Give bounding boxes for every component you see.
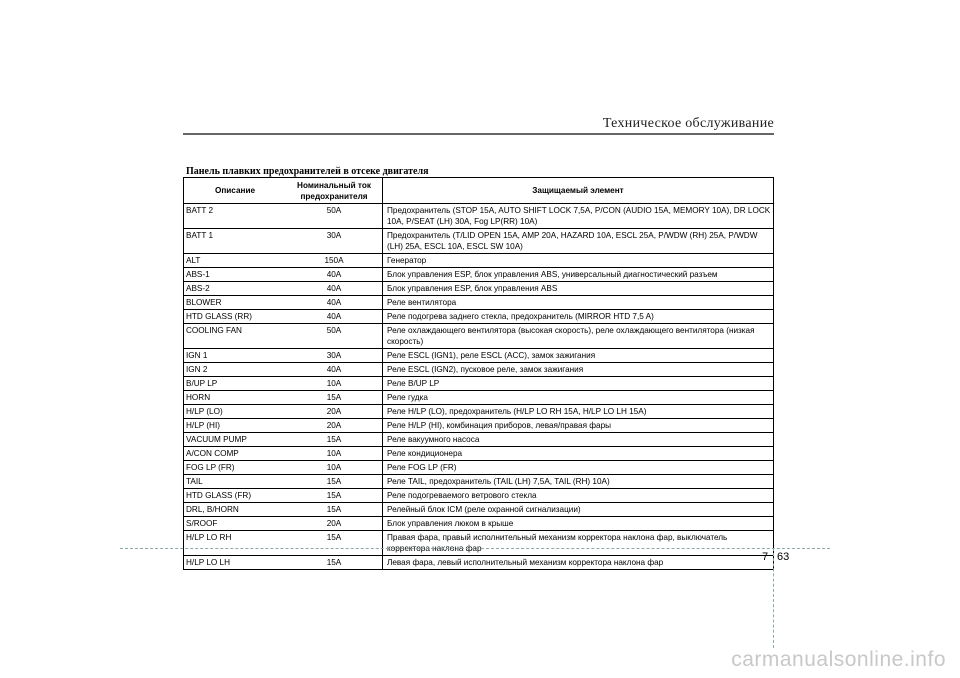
watermark: carmanualsonline.info	[731, 648, 946, 671]
table-header-row	[184, 178, 774, 204]
protected-element: Генератор	[383, 254, 774, 268]
fuse-name: ABS-1	[184, 268, 287, 282]
table-row	[184, 254, 774, 268]
table-row	[184, 433, 774, 447]
fuse-rating: 10A	[286, 447, 383, 461]
protected-element: Левая фара, левый исполнительный механизм корректора наклона фар	[383, 556, 774, 570]
protected-element: Реле ESCL (IGN2), пусковое реле, замок зажигания	[383, 363, 774, 377]
table-row	[184, 296, 774, 310]
fuse-name: BLOWER	[184, 296, 287, 310]
fuse-name: DRL, B/HORN	[184, 503, 287, 517]
protected-element: Реле вакуумного насоса	[383, 433, 774, 447]
protected-element: Блок управления ESP, блок управления ABS, универсальный диагностический разъем	[383, 268, 774, 282]
table-row	[184, 268, 774, 282]
table-row	[184, 391, 774, 405]
protected-element: Релейный блок ICM (реле охранной сигнализации)	[383, 503, 774, 517]
fuse-rating: 150A	[286, 254, 383, 268]
fuse-name: IGN 1	[184, 349, 287, 363]
fuse-name: BATT 1	[184, 229, 287, 254]
table-row	[184, 475, 774, 489]
fuse-table	[183, 177, 774, 570]
fuse-rating: 15A	[286, 433, 383, 447]
table-row	[184, 419, 774, 433]
fuse-name: VACUUM PUMP	[184, 433, 287, 447]
table-title: Панель плавких предохранителей в отсеке двигателя	[186, 166, 429, 177]
fuse-rating: 40A	[286, 282, 383, 296]
fuse-rating: 30A	[286, 349, 383, 363]
fuse-name: COOLING FAN	[184, 324, 287, 349]
fuse-name: BATT 2	[184, 204, 287, 229]
protected-element: Реле гудка	[383, 391, 774, 405]
fuse-name: H/LP LO RH	[184, 531, 287, 556]
fuse-rating: 40A	[286, 268, 383, 282]
table-row	[184, 405, 774, 419]
fuse-name: A/CON COMP	[184, 447, 287, 461]
protected-element: Реле FOG LP (FR)	[383, 461, 774, 475]
protected-element: Реле H/LP (LO), предохранитель (H/LP LO RH 15A, H/LP LO LH 15A)	[383, 405, 774, 419]
fuse-rating: 15A	[286, 391, 383, 405]
table-row	[184, 204, 774, 229]
protected-element: Блок управления люком в крыше	[383, 517, 774, 531]
protected-element: Блок управления ESP, блок управления ABS	[383, 282, 774, 296]
footer-rule	[120, 548, 830, 549]
protected-element: Правая фара, правый исполнительный механизм корректора наклона фар, выключатель корректора наклона фар	[383, 531, 774, 556]
table-row	[184, 324, 774, 349]
protected-element: Реле подогреваемого ветрового стекла	[383, 489, 774, 503]
header-rule	[183, 133, 774, 135]
protected-element: Реле охлаждающего вентилятора (высокая скорость), реле охлаждающего вентилятора (низкая скорость)	[383, 324, 774, 349]
fuse-name: H/LP (LO)	[184, 405, 287, 419]
fuse-rating: 15A	[286, 475, 383, 489]
fuse-rating: 40A	[286, 310, 383, 324]
fuse-name: HTD GLASS (FR)	[184, 489, 287, 503]
fuse-name: HTD GLASS (RR)	[184, 310, 287, 324]
fuse-rating: 15A	[286, 556, 383, 570]
fuse-rating: 15A	[286, 489, 383, 503]
footer-divider	[773, 548, 774, 648]
fuse-name: H/LP LO LH	[184, 556, 287, 570]
protected-element: Реле ESCL (IGN1), реле ESCL (ACC), замок зажигания	[383, 349, 774, 363]
fuse-rating: 30A	[286, 229, 383, 254]
protected-element: Реле подогрева заднего стекла, предохранитель (MIRROR HTD 7,5 A)	[383, 310, 774, 324]
table-row	[184, 503, 774, 517]
table-row	[184, 556, 774, 570]
protected-element: Предохранитель (T/LID OPEN 15A, AMP 20A, HAZARD 10A, ESCL 25A, P/WDW (RH) 25A, P/WDW (LH) 25A, ESCL 10A, ESCL SW 10A)	[383, 229, 774, 254]
fuse-rating: 10A	[286, 377, 383, 391]
fuse-rating: 20A	[286, 405, 383, 419]
fuse-name: S/ROOF	[184, 517, 287, 531]
table-row	[184, 282, 774, 296]
fuse-name: H/LP (HI)	[184, 419, 287, 433]
table-row	[184, 349, 774, 363]
protected-element: Реле вентилятора	[383, 296, 774, 310]
table-row	[184, 229, 774, 254]
fuse-rating: 50A	[286, 204, 383, 229]
fuse-rating: 20A	[286, 419, 383, 433]
table-row	[184, 489, 774, 503]
protected-element: Реле кондиционера	[383, 447, 774, 461]
column-header-description: Описание	[184, 178, 287, 204]
fuse-name: IGN 2	[184, 363, 287, 377]
table-row	[184, 363, 774, 377]
table-row	[184, 517, 774, 531]
fuse-rating: 15A	[286, 531, 383, 556]
table-row	[184, 447, 774, 461]
table-row	[184, 461, 774, 475]
fuse-rating: 10A	[286, 461, 383, 475]
fuse-name: HORN	[184, 391, 287, 405]
protected-element: Реле H/LP (HI), комбинация приборов, левая/правая фары	[383, 419, 774, 433]
protected-element: Реле TAIL, предохранитель (TAIL (LH) 7,5A, TAIL (RH) 10A)	[383, 475, 774, 489]
table-row	[184, 377, 774, 391]
fuse-rating: 50A	[286, 324, 383, 349]
fuse-rating: 40A	[286, 363, 383, 377]
page-number: 63	[777, 551, 790, 563]
fuse-rating: 20A	[286, 517, 383, 531]
fuse-name: ALT	[184, 254, 287, 268]
column-header-protected-element: Защищаемый элемент	[383, 178, 774, 204]
section-title: Техническое обслуживание	[602, 116, 774, 131]
fuse-name: ABS-2	[184, 282, 287, 296]
column-header-rating: Номинальный ток предохранителя	[286, 178, 383, 204]
fuse-name: B/UP LP	[184, 377, 287, 391]
fuse-name: FOG LP (FR)	[184, 461, 287, 475]
table-row	[184, 531, 774, 556]
protected-element: Предохранитель (STOP 15A, AUTO SHIFT LOCK 7,5A, P/CON (AUDIO 15A, MEMORY 10A), DR LOCK 10A, P/SEAT (LH) 30A, Fog LP(RR) 10A)	[383, 204, 774, 229]
protected-element: Реле B/UP LP	[383, 377, 774, 391]
table-body	[184, 204, 774, 570]
fuse-rating: 15A	[286, 503, 383, 517]
fuse-name: TAIL	[184, 475, 287, 489]
fuse-rating: 40A	[286, 296, 383, 310]
table-row	[184, 310, 774, 324]
chapter-number: 7	[762, 551, 769, 563]
